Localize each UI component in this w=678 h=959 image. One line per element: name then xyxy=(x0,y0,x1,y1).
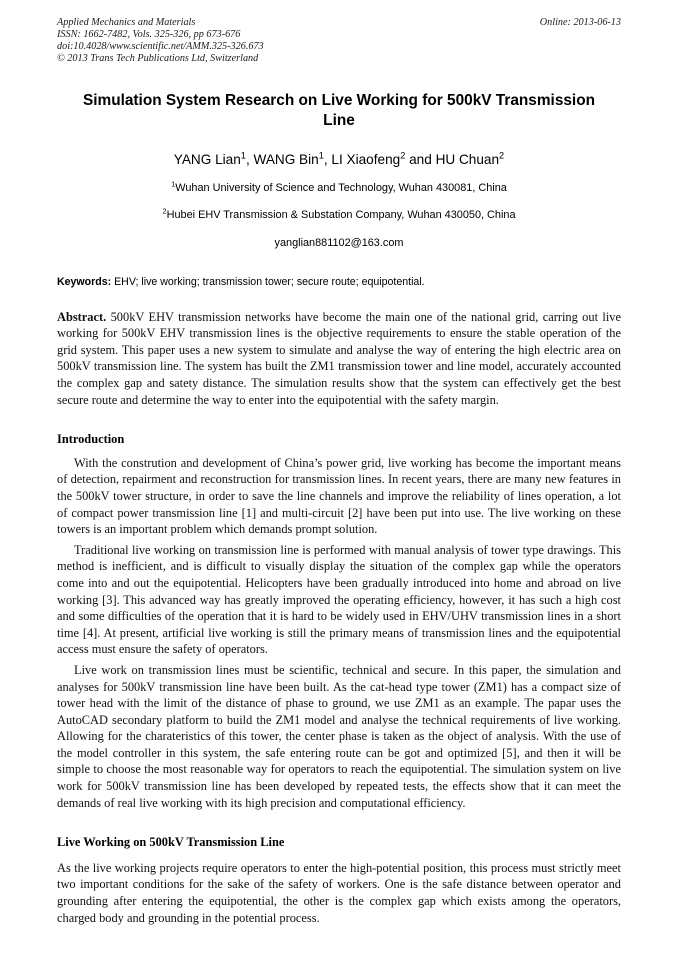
journal-name: Applied Mechanics and Materials xyxy=(57,17,196,28)
affiliation-1 xyxy=(57,181,621,196)
introduction-paragraph-3: Live work on transmission lines must be scientific, technical and secure. In this paper, the simulation and analyses for 500kV transmission line have been built. As the cat-head type tower (ZM1) has a compact size of tower head with the limit of the distance of phase to ground, we use ZM1 as an example. The papar uses the AutoCAD secondary platform to build the ZM1 model and analyse the technical requirements of live working. Allowing for the charateristics of this tower, the center phase is taken as the object of analysis. With the use of the model controller in this system, the safe entering route can be got and optimized [5], and then it will be simple to choose the most reasonable way for operators to reach the equipotential. The simulation system on live work for 500kV transmission line has been developed by repeated tests, the effects show that it can meet the demands of real live working with its high precision and computational efficiency. xyxy=(57,662,621,810)
author-affiliation-marker-1: 1 xyxy=(240,150,246,161)
author-list xyxy=(57,151,621,169)
copyright-line: © 2013 Trans Tech Publications Ltd, Switzerland xyxy=(57,52,259,64)
issn-volume-pages: ISSN: 1662-7482, Vols. 325-326, pp 673-676 xyxy=(57,28,241,40)
affiliation-2 xyxy=(57,208,621,223)
introduction-paragraph-1: With the constrution and development of China’s power grid, live working has become the important means of detection, repairment and reconstruction for transmission lines. In recent years, there are many new features in the 500kV tower structure, in order to save the line channels and improve the reliability of lines operation, a lot of compact power transmission line [1] and multi-circuit [2] have been put into use. The live working on these towers is an important problem which demands prompt solution. xyxy=(57,455,621,537)
affiliation-marker-2: 2 xyxy=(162,206,167,215)
affiliation-text-1: Wuhan University of Science and Technology, Wuhan 430081, China xyxy=(175,181,507,194)
author-name-4: HU Chuan xyxy=(435,151,500,167)
publication-header xyxy=(57,17,621,65)
keywords-label: Keywords: xyxy=(57,275,112,288)
publication-header-left xyxy=(57,17,477,65)
doi-line: doi:10.4028/www.scientific.net/AMM.325-326.673 xyxy=(57,40,264,52)
keywords-text: EHV; live working; transmission tower; secure route; equipotential. xyxy=(111,275,425,288)
abstract-paragraph xyxy=(57,309,621,409)
online-date: Online: 2013-06-13 xyxy=(539,17,621,28)
section-heading-live-working: Live Working on 500kV Transmission Line xyxy=(57,835,285,850)
author-separator-2: , xyxy=(323,151,332,167)
author-affiliation-marker-4: 2 xyxy=(499,150,505,161)
page-title: Simulation System Research on Live Working for 500kV Transmission Line xyxy=(82,91,596,129)
keywords-line xyxy=(57,275,621,290)
affiliation-text-2: Hubei EHV Transmission & Substation Company, Wuhan 430050, China xyxy=(166,208,516,221)
author-name-3: LI Xiaofeng xyxy=(331,151,401,167)
affiliation-marker-1: 1 xyxy=(171,179,176,188)
author-separator-1: , xyxy=(245,151,254,167)
author-affiliation-marker-2: 1 xyxy=(318,150,324,161)
author-affiliation-marker-3: 2 xyxy=(400,150,406,161)
abstract-text: 500kV EHV transmission networks have become the main one of the national grid, carring out live working for 500kV EHV transmission lines is the objective requirements to ensure the stable operation of the grid system. This paper uses a new system to simulate and analyse the way of entering the high electric area on 500kV transmission line. The system has built the ZM1 transmission tower and line model, accurately accounted the complex gap and satety distance. The simulation results show that the system can effectively get the best secure route and determine the way to enter into the equipotential with the safety margin. xyxy=(57,309,621,407)
section-heading-introduction: Introduction xyxy=(57,432,125,447)
live-working-paragraph-1: As the live working projects require operators to enter the high-potential position, this process must strictly meet two important conditions for the sake of the safety of workers. One is the safe distance between operator and grounding after entering the equipotential, the other is the complex gap which exists among the operators, charged body and grounding in the potential process. xyxy=(57,860,621,925)
abstract-label: Abstract. xyxy=(57,309,107,324)
author-name-2: WANG Bin xyxy=(253,151,319,167)
author-name-1: YANG Lian xyxy=(173,151,241,167)
author-separator-3: and xyxy=(405,151,436,167)
contact-email: yanglian881102@163.com xyxy=(274,236,404,249)
introduction-paragraph-2: Traditional live working on transmission line is performed with manual analysis of tower type drawings. This method is inefficient, and is difficult to visually display the situation of the complex gap while the operators come into and out the equipotential. Helicopters have been gradually introduced into home and abroad on live working [3]. This advanced way has greatly improved the operating efficiency, however, it has such a high cost and some difficulties of the operation that it is hard to be widely used in EHV/UHV transmission lines in a short time [4]. At present, artificial live working is still the primary means of transmission lines and the equipotential access must ensure the safety of operators. xyxy=(57,542,621,657)
